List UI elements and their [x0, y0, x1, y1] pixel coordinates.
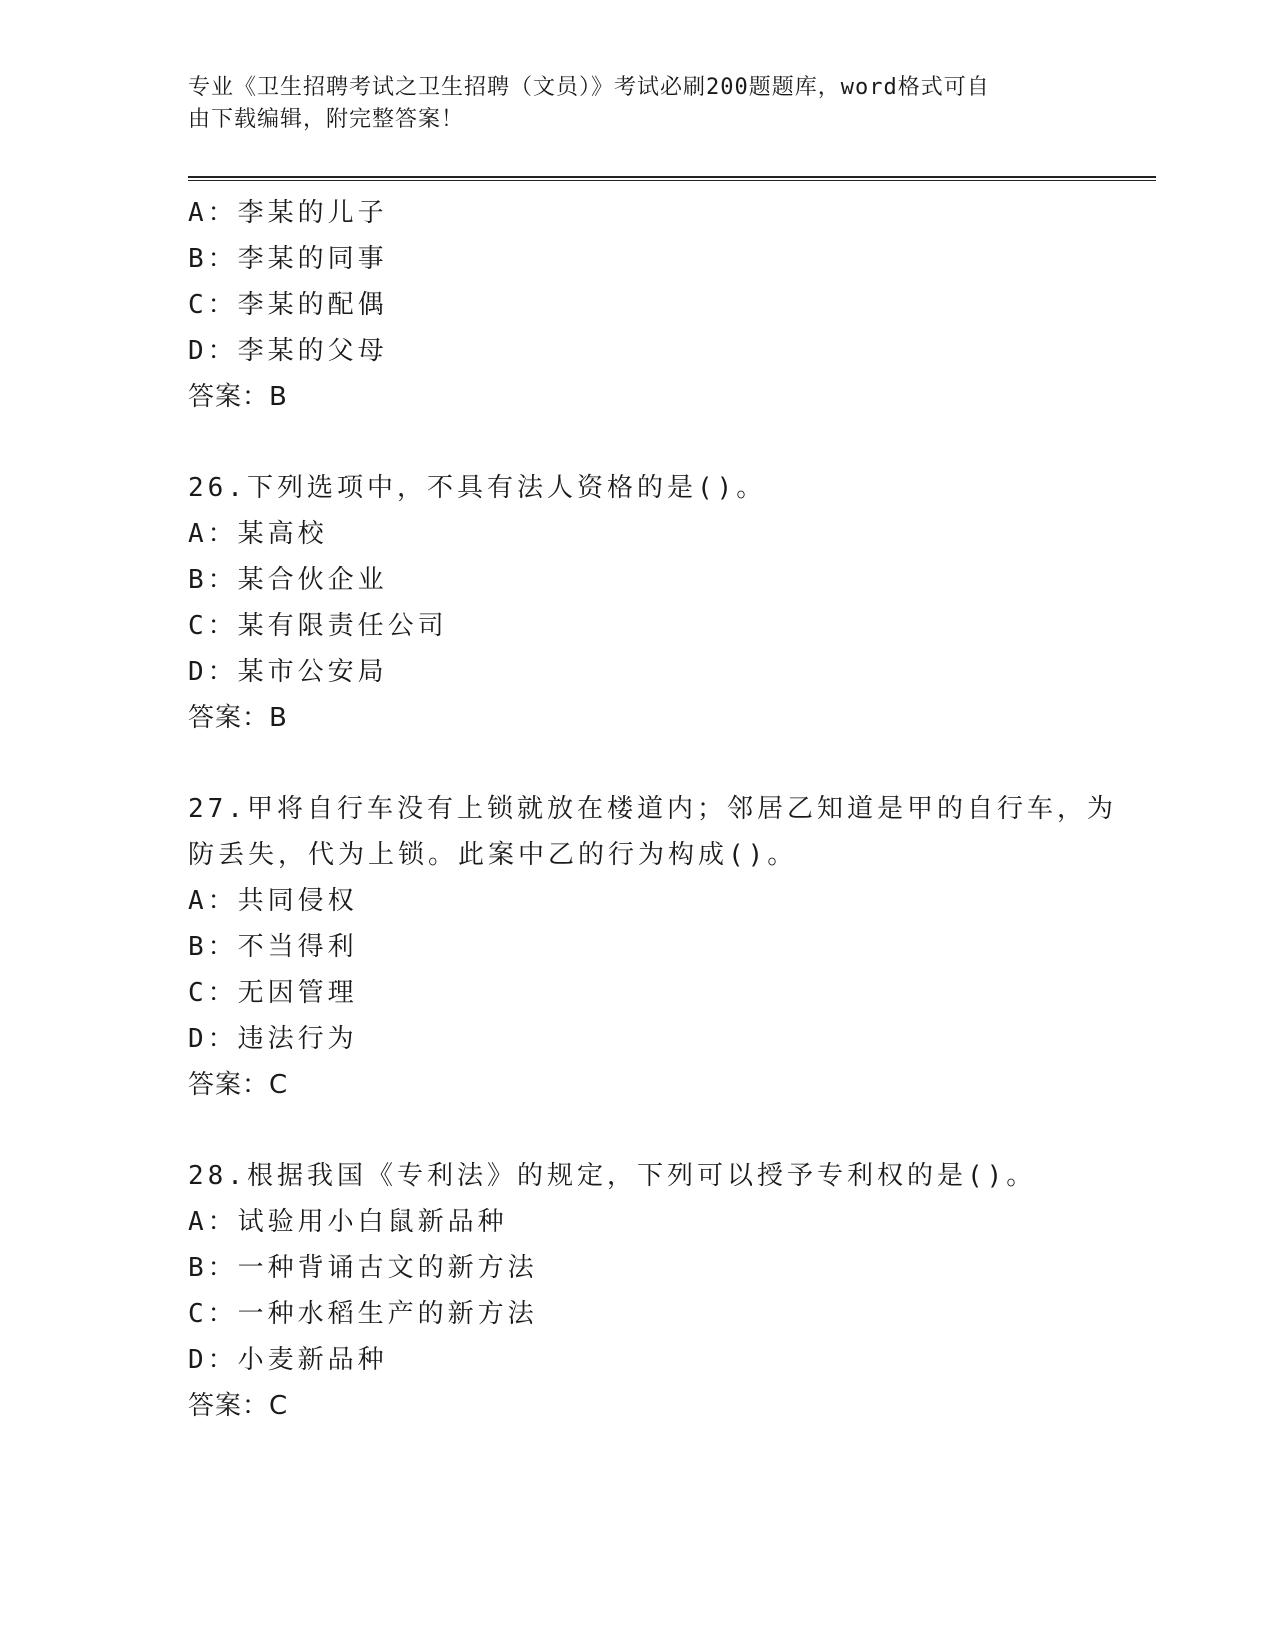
option-b: B：某合伙企业	[188, 565, 388, 595]
option-b: B：一种背诵古文的新方法	[188, 1253, 538, 1283]
option-c: C：李某的配偶	[188, 290, 388, 320]
document-header	[188, 72, 1068, 136]
option-a: A：某高校	[188, 519, 328, 549]
answer-line: 答案：C	[188, 1391, 289, 1421]
header-line-2: 由下载编辑，附完整答案！	[188, 107, 465, 132]
question-26	[188, 465, 1148, 741]
question-28	[188, 1153, 1148, 1429]
question-stem: 28.根据我国《专利法》的规定，下列可以授予专利权的是()。	[188, 1161, 1037, 1191]
option-b: B：李某的同事	[188, 244, 388, 274]
option-d: D：某市公安局	[188, 657, 388, 687]
header-line-1: 专业《卫生招聘考试之卫生招聘（文员）》考试必刷200题题库，word格式可自	[188, 75, 990, 100]
question-stem: 27.甲将自行车没有上锁就放在楼道内；邻居乙知道是甲的自行车，为	[188, 794, 1117, 824]
header-divider	[188, 176, 1156, 181]
option-d: D：李某的父母	[188, 336, 388, 366]
option-c: C：某有限责任公司	[188, 611, 448, 641]
question-stem: 26.下列选项中，不具有法人资格的是()。	[188, 473, 767, 503]
answer-line: 答案：B	[188, 382, 288, 412]
answer-line: 答案：C	[188, 1070, 289, 1100]
option-d: D：违法行为	[188, 1024, 358, 1054]
option-c: C：一种水稻生产的新方法	[188, 1299, 538, 1329]
question-27	[188, 786, 1148, 1108]
answer-line: 答案：B	[188, 703, 288, 733]
question-stem-continued: 防丢失，代为上锁。此案中乙的行为构成()。	[188, 840, 798, 870]
option-b: B：不当得利	[188, 932, 358, 962]
option-d: D：小麦新品种	[188, 1345, 388, 1375]
option-c: C：无因管理	[188, 978, 358, 1008]
question-25-continued	[188, 190, 1148, 420]
question-list	[188, 190, 1148, 1429]
option-a: A：共同侵权	[188, 886, 358, 916]
option-a: A：李某的儿子	[188, 198, 388, 228]
option-a: A：试验用小白鼠新品种	[188, 1207, 508, 1237]
